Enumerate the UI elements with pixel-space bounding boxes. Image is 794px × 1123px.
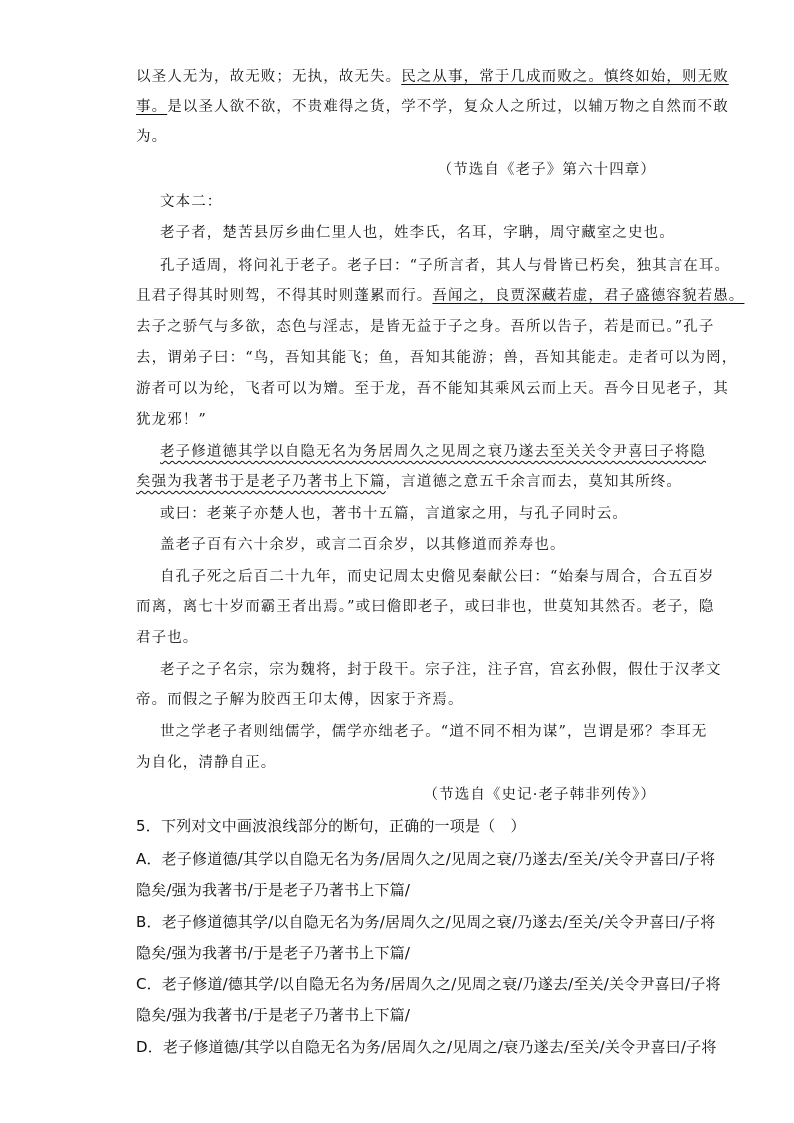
option-c-line-2[interactable]: 隐矣/强为我著书/于是老子乃著书上下篇/ <box>136 1006 411 1024</box>
para2-plain: 且君子得其时则驾，不得其时则蓬累而行。 <box>136 288 433 304</box>
text1-underlined: 民之从事，常于几成而败之。慎终如始，则无败 <box>401 69 729 85</box>
text1-plain-2: 是以圣人欲不欲，不贵难得之货，学不学，复众人之所过，以辅万物之自然而不敢 <box>167 99 729 115</box>
option-a-line-1[interactable]: A．老子修道德/其学以自隐无名为务/居周久之/见周之衰/乃遂去/至关/关令尹喜曰/子将 <box>136 850 716 868</box>
text2-para-4: 或曰：老莱子亦楚人也，著书十五篇，言道家之用，与孔子同时云。 <box>160 506 628 522</box>
text2-para-1: 老子者，楚苦县厉乡曲仁里人也，姓李氏，名耳，字聃，周守藏室之史也。 <box>160 225 675 241</box>
text1-line-2 <box>136 96 729 118</box>
option-d-line-1[interactable]: D．老子修道德/其学以自隐无名为务/居周久之/见周之/衰乃遂去/至关/关令尹喜曰/子将 <box>136 1038 717 1056</box>
text2-para-6-line-3: 君子也。 <box>136 630 199 646</box>
text2-para-2-line-4: 去，谓弟子曰：“鸟，吾知其能飞；鱼，吾知其能游；兽，吾知其能走。走者可以为罔， <box>136 350 738 366</box>
text2-para-2-line-6: 犹龙邪！” <box>136 412 207 428</box>
text2-para-5: 盖老子百有六十余岁，或言二百余岁，以其修道而养寿也。 <box>160 537 566 553</box>
text1-line-3: 为。 <box>136 129 168 145</box>
text2-para-6-line-2: 而离，离七十岁而霸王者出焉。”或曰儋即老子，或曰非也，世莫知其然否。老子，隐 <box>136 599 715 615</box>
wavy-underlined-passage-2: 矣强为我著书于是老子乃著书上下篇 <box>136 474 386 490</box>
text2-para-2-line-1: 孔子适周，将问礼于老子。老子曰：“子所言者，其人与骨皆已朽矣，独其言在耳。 <box>160 258 731 274</box>
option-b-line-2[interactable]: 隐矣/强为我著书/于是老子乃著书上下篇/ <box>136 944 411 962</box>
text2-para-2-line-3: 去子之骄气与多欲，态色与淫志，是皆无益于子之身。吾所以告子，若是而已。”孔子 <box>136 319 715 335</box>
question-stem: 5．下列对文中画波浪线部分的断句，正确的一项是（ ） <box>136 817 526 835</box>
text1-source: （节选自《老子》第六十四章） <box>437 162 656 178</box>
para3-plain: ，言道德之意五千余言而去，莫知其所终。 <box>385 474 683 490</box>
text2-label: 文本二： <box>160 194 223 210</box>
text2-para-7-line-2: 帝。而假之子解为胶西王卬太傅，因家于齐焉。 <box>136 692 464 708</box>
para2-underlined: 吾闻之，良贾深藏若虚，君子盛德容貌若愚。 <box>432 288 745 304</box>
option-c-line-1[interactable]: C．老子修道/德其学/以自隐无名为务/居周久之/见周之衰/乃遂去/至关/关令尹喜曰/子将 <box>136 975 721 993</box>
text2-para-7-line-1: 老子之子名宗，宗为魏将，封于段干。宗子注，注子宫，宫玄孙假，假仕于汉孝文 <box>160 662 722 678</box>
text2-para-3-line-2 <box>136 471 683 493</box>
wavy-underlined-passage-1: 老子修道德其学以自隐无名为务居周久之见周之衰乃遂去至关关令尹喜曰子将隐 <box>160 444 706 460</box>
text1-underlined-end: 事。 <box>136 99 168 115</box>
text2-para-6-line-1: 自孔子死之后百二十九年，而史记周太史儋见秦献公曰：“始秦与周合，合五百岁 <box>160 569 715 585</box>
text2-para-3-line-1 <box>160 441 706 463</box>
text1-line-1 <box>136 66 729 88</box>
option-b-line-1[interactable]: B．老子修道德其学/以自隐无名为务/居周久之/见周之衰/乃遂去/至关/关令尹喜曰/子将 <box>136 913 716 931</box>
text2-para-8-line-2: 为自化，清静自正。 <box>136 755 277 771</box>
text2-para-8-line-1: 世之学老子者则绌儒学，儒学亦绌老子。“道不同不相为谋”，岂谓是邪？李耳无 <box>160 724 708 740</box>
text2-source: （节选自《史记·老子韩非列传》） <box>423 787 656 803</box>
option-a-line-2[interactable]: 隐矣/强为我著书/于是老子乃著书上下篇/ <box>136 881 411 899</box>
text1-plain: 以圣人无为，故无败；无执，故无失。 <box>136 69 402 85</box>
text2-para-2-line-5: 游者可以为纶，飞者可以为矰。至于龙，吾不能知其乘风云而上天。吾今日见老子，其 <box>136 381 729 397</box>
text2-para-2-line-2 <box>136 285 745 307</box>
